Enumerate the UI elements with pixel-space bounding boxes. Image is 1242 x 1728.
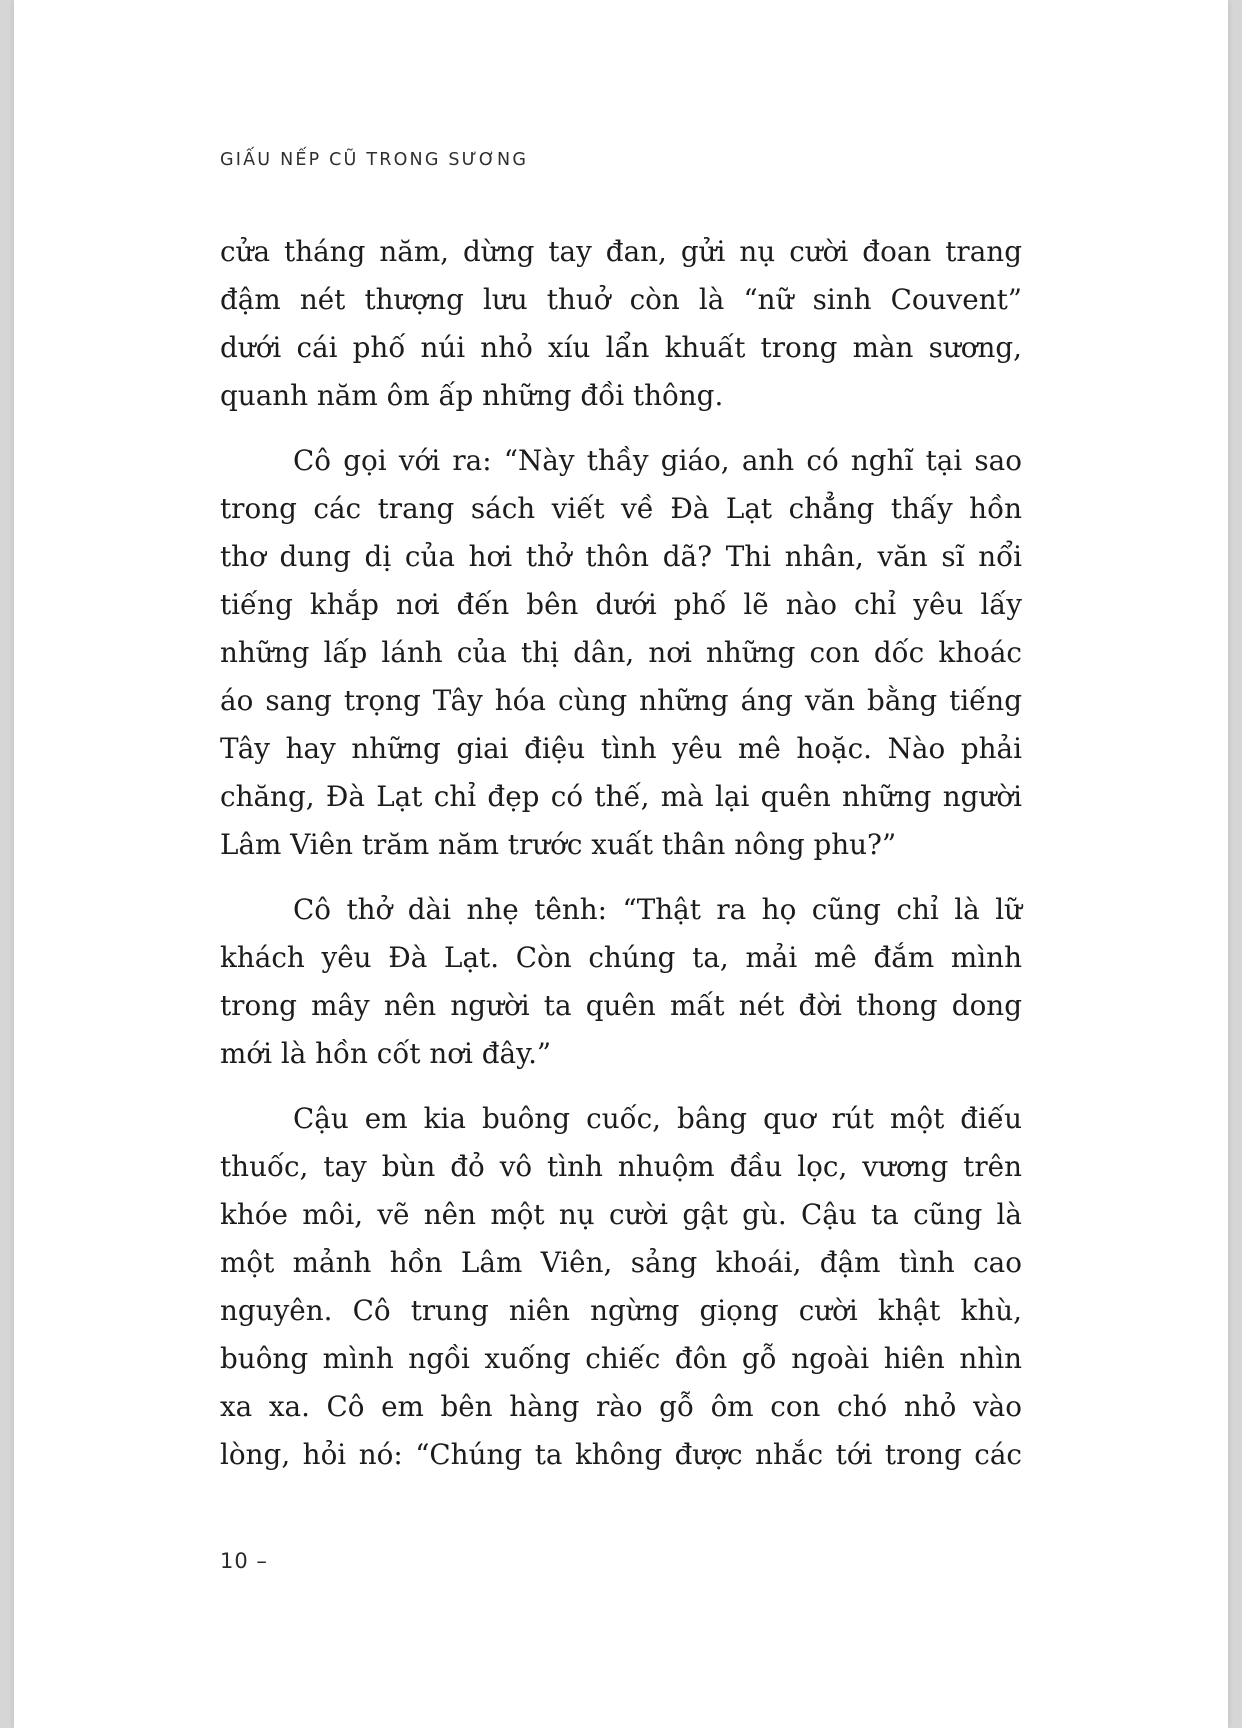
text-line: Cậu em kia buông cuốc, bâng quơ rút một điếu [293, 1102, 1022, 1135]
text-line: trong các trang sách viết về Đà Lạt chẳng thấy hồn [220, 492, 1022, 525]
text-line: đậm nét thượng lưu thuở còn là “nữ sinh Couvent” [220, 283, 1022, 316]
paragraph [220, 886, 1022, 1078]
text-line: Tây hay những giai điệu tình yêu mê hoặc. Nào phải [220, 732, 1022, 765]
text-line: xa xa. Cô em bên hàng rào gỗ ôm con chó nhỏ vào [220, 1390, 1022, 1423]
body-text [220, 228, 1022, 1496]
text-line: Lâm Viên trăm năm trước xuất thân nông phu?” [220, 828, 897, 861]
text-line: Cô thở dài nhẹ tênh: “Thật ra họ cũng chỉ là lữ [293, 893, 1022, 926]
text-line: lòng, hỏi nó: “Chúng ta không được nhắc tới trong các [220, 1438, 1022, 1471]
text-line: trong mây nên người ta quên mất nét đời thong dong [220, 989, 1022, 1022]
paragraph [220, 228, 1022, 420]
text-line: buông mình ngồi xuống chiếc đôn gỗ ngoài hiên nhìn [220, 1342, 1022, 1375]
text-line: khóe môi, vẽ nên một nụ cười gật gù. Cậu ta cũng là [220, 1198, 1022, 1231]
text-line: Cô gọi với ra: “Này thầy giáo, anh có nghĩ tại sao [293, 444, 1022, 477]
text-line: thơ dung dị của hơi thở thôn dã? Thi nhân, văn sĩ nổi [220, 540, 1022, 573]
running-header: GIẤU NẾP CŨ TRONG SƯƠNG [220, 150, 529, 170]
paragraph [220, 1095, 1022, 1479]
text-line: khách yêu Đà Lạt. Còn chúng ta, mải mê đắm mình [220, 941, 1022, 974]
text-line: dưới cái phố núi nhỏ xíu lẩn khuất trong màn sương, [220, 331, 1022, 364]
page-number: 10 – [220, 1549, 268, 1573]
text-line: mới là hồn cốt nơi đây.” [220, 1037, 552, 1070]
text-line: nguyên. Cô trung niên ngừng giọng cười khật khù, [220, 1294, 1022, 1327]
text-line: một mảnh hồn Lâm Viên, sảng khoái, đậm tình cao [220, 1246, 1022, 1279]
text-line: quanh năm ôm ấp những đồi thông. [220, 379, 724, 412]
book-page [14, 0, 1228, 1728]
text-line: áo sang trọng Tây hóa cùng những áng văn bằng tiếng [220, 684, 1022, 717]
text-line: chăng, Đà Lạt chỉ đẹp có thế, mà lại quên những người [220, 780, 1022, 813]
text-line: tiếng khắp nơi đến bên dưới phố lẽ nào chỉ yêu lấy [220, 588, 1022, 621]
paragraph [220, 437, 1022, 869]
text-line: thuốc, tay bùn đỏ vô tình nhuộm đầu lọc, vương trên [220, 1150, 1022, 1183]
text-line: cửa tháng năm, dừng tay đan, gửi nụ cười đoan trang [220, 235, 1022, 268]
text-line: những lấp lánh của thị dân, nơi những con dốc khoác [220, 636, 1022, 669]
